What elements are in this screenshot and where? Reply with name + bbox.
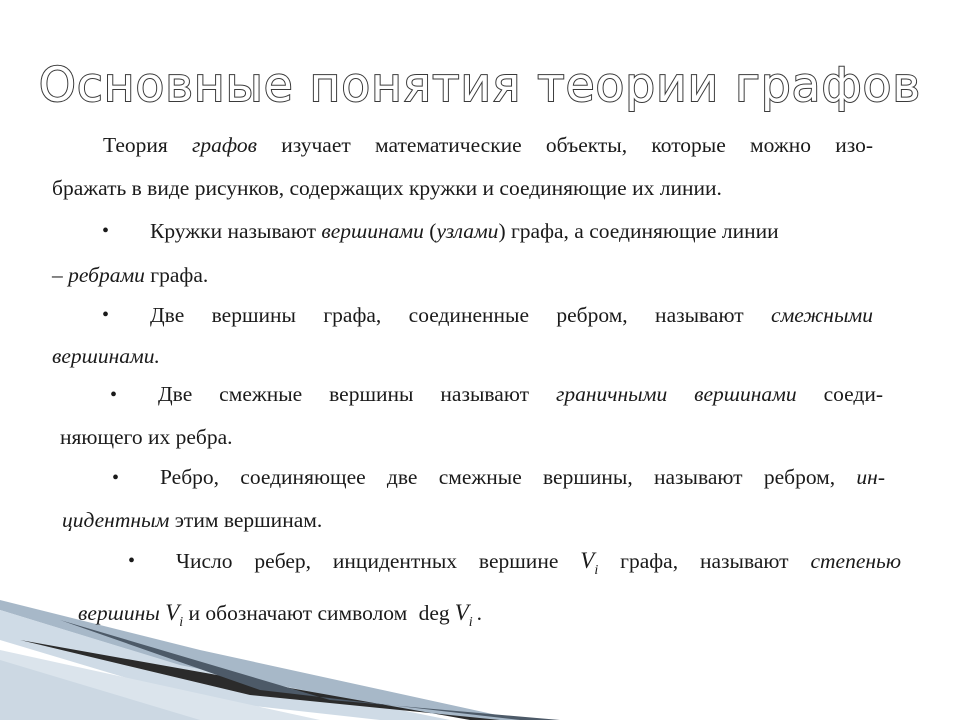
italic-term: графов — [192, 133, 257, 157]
vertex-symbol — [454, 600, 473, 630]
intro-line-2: бражать в виде рисунков, содержащих кружки и соединяющие их линии. — [52, 176, 722, 200]
vertex-letter: V — [454, 600, 469, 625]
slide-title: Основные понятия теории графов — [38, 58, 922, 113]
bullet-5-line-1 — [176, 549, 901, 578]
italic-term: вершинами — [321, 219, 424, 243]
text: Теория — [103, 133, 192, 157]
vertex-symbol — [165, 600, 184, 630]
vertex-letter: V — [580, 548, 595, 573]
text: Кружки называют — [150, 219, 322, 243]
bullet-dot: • — [112, 467, 120, 489]
bullet-1-line-2 — [52, 265, 208, 287]
bullet-dot: • — [102, 304, 110, 326]
vertex-subscript: i — [468, 615, 473, 630]
text: графа, называют — [598, 549, 811, 573]
text: этим вершинам. — [169, 508, 323, 532]
text: . — [476, 601, 483, 625]
italic-term: степенью — [810, 549, 901, 573]
italic-term: ребрами — [68, 263, 145, 287]
italic-term: смежными — [771, 303, 873, 327]
italic-term: вершинами. — [52, 344, 160, 368]
text: и обозначают символом — [183, 601, 413, 625]
bullet-dot: • — [102, 220, 110, 242]
bullet-1-line-1 — [150, 221, 779, 243]
bullet-4-line-1 — [160, 467, 885, 489]
text: Ребро, соединяющее две смежные вершины, называют ребром, — [160, 465, 857, 489]
intro-line-1 — [103, 135, 873, 157]
text: – — [52, 263, 69, 287]
text: ( — [423, 219, 437, 243]
bullet-2-line-2 — [52, 346, 160, 368]
text: Две вершины графа, соединенные ребром, называют — [150, 303, 772, 327]
bullet-3-line-1 — [158, 384, 883, 406]
italic-term: вершины — [78, 601, 166, 625]
vertex-subscript: i — [179, 615, 184, 630]
text: графа. — [144, 263, 209, 287]
bullet-2-line-1 — [150, 305, 873, 327]
italic-term: узлами — [436, 219, 499, 243]
deg-operator: deg — [418, 601, 450, 625]
italic-term: ин- — [856, 465, 885, 489]
bullet-4-line-2 — [62, 510, 322, 532]
bullet-5-line-2 — [78, 601, 482, 630]
text: Две смежные вершины называют — [158, 382, 556, 406]
vertex-subscript: i — [594, 563, 599, 578]
italic-term: цидентным — [62, 508, 170, 532]
text: ) графа, а соединяющие линии — [498, 219, 779, 243]
vertex-symbol — [580, 548, 599, 578]
vertex-letter: V — [165, 600, 180, 625]
bullet-dot: • — [110, 384, 118, 406]
bullet-3-line-2: няющего их ребра. — [60, 425, 233, 449]
text: соеди- — [796, 382, 883, 406]
bullet-dot: • — [128, 550, 136, 572]
text: изучает математические объекты, которые можно изо- — [256, 133, 873, 157]
text: Число ребер, инцидентных вершине — [176, 549, 581, 573]
italic-term: граничными вершинами — [555, 382, 797, 406]
